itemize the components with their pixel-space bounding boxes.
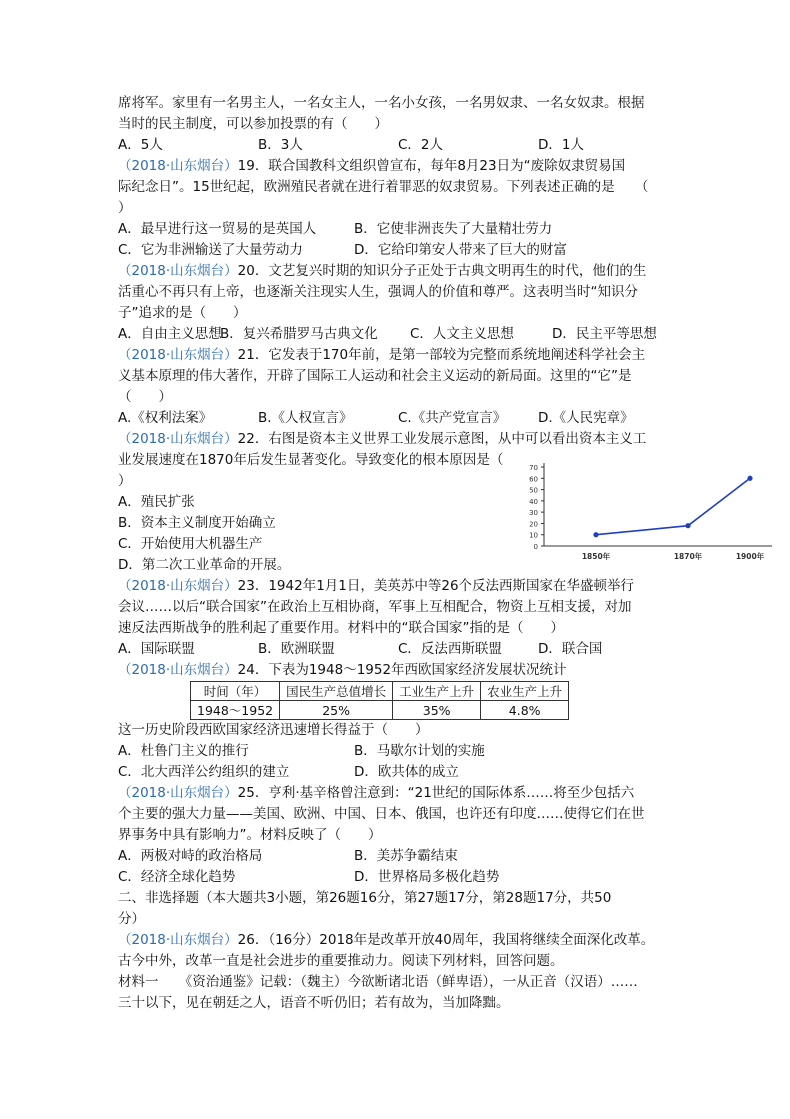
text-line: （ ）	[118, 389, 172, 405]
stats-table	[190, 681, 569, 720]
table-row	[191, 701, 569, 720]
table-cell: 1948～1952	[191, 701, 280, 720]
question-text: 25．亨利·基辛格曾注意到：“21世纪的国际体系……将至少包括六	[237, 785, 635, 801]
text-line: 界事务中具有影响力”。材料反映了（ ）	[118, 827, 382, 843]
text-line: 个主要的强大力量——美国、欧洲、中国、日本、俄国，也许还有印度……使得它们在世	[118, 806, 645, 822]
option-a: A.《权利法案》	[118, 410, 213, 426]
text-line: 古今中外，改革一直是社会进步的重要推动力。阅读下列材料，回答问题。	[118, 953, 564, 969]
option-b: B．欧洲联盟	[258, 641, 335, 657]
text-line: 义基本原理的伟大著作，开辟了国际工人运动和社会主义运动的新局面。这里的“它”是	[118, 368, 632, 384]
text-line: 业发展速度在1870年后发生显著变化。导致变化的根本原因是（	[118, 452, 504, 468]
y-tick-label: 50	[529, 486, 538, 495]
x-tick-label: 1900年	[735, 552, 765, 561]
table-header: 工业生产上升	[393, 682, 481, 701]
q20-line1	[118, 261, 678, 282]
y-tick-label: 40	[529, 497, 538, 506]
option-d: D.《人民宪章》	[538, 410, 634, 426]
data-point	[685, 523, 690, 528]
option-d: D．欧共体的成立	[354, 764, 459, 780]
text-line: 子”追求的是（ ）	[118, 305, 247, 321]
data-point	[747, 476, 752, 481]
text-line: ）	[118, 473, 132, 489]
option-d: D．联合国	[538, 641, 603, 657]
option-c: C．它为非洲输送了大量劳动力	[118, 242, 303, 258]
table-cell: 4.8%	[481, 701, 569, 720]
option-b: B．马歇尔计划的实施	[354, 743, 485, 759]
table-cell: 25%	[280, 701, 393, 720]
x-tick-label: 1850年	[581, 552, 611, 561]
q18-options	[118, 135, 678, 156]
question-text: 23．1942年1月1日，美英苏中等26个反法西斯国家在华盛顿举行	[237, 578, 635, 594]
option-a: A．自由主义思想	[118, 326, 222, 342]
y-tick-label: 0	[533, 543, 538, 551]
q24-line1	[118, 660, 678, 681]
text-line: 分）	[118, 911, 145, 927]
table-header: 农业生产上升	[481, 682, 569, 701]
option-a: A．5人	[118, 137, 163, 153]
q23-options	[118, 639, 678, 660]
option-c: C．2人	[398, 137, 444, 153]
q19-options-cd	[118, 240, 678, 261]
option-b: B．复兴希腊罗马古典文化	[220, 326, 378, 342]
option-b: B．美苏争霸结束	[354, 848, 458, 864]
q26-line1	[118, 930, 678, 951]
option-d: D．民主平等思想	[552, 326, 657, 342]
text-line: 材料一 《资治通鉴》记载：（魏主）今欲断诸北语（鲜卑语），一从正音（汉语）……	[118, 974, 638, 990]
section-heading: 二、非选择题（本大题共3小题，第26题16分，第27题17分，第28题17分，共50	[118, 890, 612, 906]
q21-options	[118, 408, 678, 429]
text-line: 这一历史阶段西欧国家经济迅速增长得益于（ ）	[118, 722, 429, 738]
q20-options	[118, 324, 678, 345]
source-tag: （2018·山东烟台）	[118, 932, 238, 948]
text-line: 三十以下，见在朝廷之人，语音不听仍旧；若有故为，当加降黜。	[118, 995, 510, 1011]
option-c: C.《共产党宣言》	[398, 410, 507, 426]
y-tick-label: 30	[529, 509, 538, 518]
data-point	[593, 532, 598, 537]
option-a: A．两极对峙的政治格局	[118, 848, 263, 864]
question-text: 26．（16分）2018年是改革开放40周年，我国将继续全面深化改革。	[237, 932, 655, 948]
option-b: B．3人	[258, 137, 303, 153]
q25-line1	[118, 783, 678, 804]
option-a: A．国际联盟	[118, 641, 195, 657]
option-d: D．第二次工业革命的开展。	[118, 557, 291, 573]
option-d: D．1人	[538, 137, 584, 153]
text-line: 速反法西斯战争的胜利起了重要作用。材料中的“联合国家”指的是（ ）	[118, 620, 564, 636]
question-text: 22．右图是资本主义世界工业发展示意图，从中可以看出资本主义工	[237, 431, 647, 447]
option-b: B.《人权宣言》	[258, 410, 353, 426]
option-b: B．资本主义制度开始确立	[118, 515, 276, 531]
option-a: A．殖民扩张	[118, 494, 195, 510]
table-header: 时间（年）	[191, 682, 280, 701]
q25-options-ab	[118, 846, 678, 867]
y-tick-label: 60	[529, 475, 538, 484]
text-line: 活重心不再只有上帝，也逐渐关注现实人生，强调人的价值和尊严。这表明当时“知识分	[118, 284, 638, 300]
option-b: B．它使非洲丧失了大量精壮劳力	[354, 221, 553, 237]
source-tag: （2018·山东烟台）	[118, 785, 238, 801]
option-a: A．杜鲁门主义的推行	[118, 743, 249, 759]
option-a: A．最早进行这一贸易的是英国人	[118, 221, 317, 237]
q21-line1	[118, 345, 678, 366]
q24-options-cd	[118, 762, 678, 783]
y-tick-label: 70	[529, 464, 538, 472]
question-text: 21．它发表于170年前，是第一部较为完整而系统地阐述科学社会主	[237, 347, 646, 363]
option-c: C．北大西洋公约组织的建立	[118, 764, 290, 780]
table-cell: 35%	[393, 701, 481, 720]
question-text: 24．下表为1948～1952年西欧国家经济发展状况统计	[237, 662, 567, 678]
table-header-row	[191, 682, 569, 701]
option-c: C．人文主义思想	[410, 326, 514, 342]
table-header: 国民生产总值增长	[280, 682, 393, 701]
source-tag: （2018·山东烟台）	[118, 347, 238, 363]
q23-line1	[118, 576, 678, 597]
text-line: 会议……以后“联合国家”在政治上互相协商，军事上互相配合，物资上互相支援，对加	[118, 599, 632, 615]
source-tag: （2018·山东烟台）	[118, 662, 238, 678]
y-tick-label: 20	[529, 520, 538, 529]
q22-line1	[118, 429, 678, 450]
source-tag: （2018·山东烟台）	[118, 158, 238, 174]
option-d: D．世界格局多极化趋势	[354, 869, 500, 885]
q19-line1	[118, 156, 678, 177]
q19-options-ab	[118, 219, 678, 240]
q24-options-ab	[118, 741, 678, 762]
source-tag: （2018·山东烟台）	[118, 263, 238, 279]
y-tick-label: 10	[529, 531, 538, 540]
text-line: 际纪念日”。15世纪起，欧洲殖民者就在进行着罪恶的奴隶贸易。下列表述正确的是 （	[118, 179, 649, 195]
industry-line-chart	[514, 456, 776, 568]
option-c: C．反法西斯联盟	[398, 641, 502, 657]
source-tag: （2018·山东烟台）	[118, 431, 238, 447]
question-text: 20．文艺复兴时期的知识分子正处于古典文明再生的时代，他们的生	[237, 263, 647, 279]
series-line	[596, 478, 750, 534]
q25-options-cd	[118, 867, 678, 888]
question-text: 19．联合国教科文组织曾宣布，每年8月23日为“废除奴隶贸易国	[237, 158, 626, 174]
option-c: C．开始使用大机器生产	[118, 536, 263, 552]
text-line: ）	[118, 200, 132, 216]
text-line: 当时的民主制度，可以参加投票的有（ ）	[118, 116, 388, 132]
text-line: 席将军。家里有一名男主人，一名女主人，一名小女孩，一名男奴隶、一名女奴隶。根据	[118, 95, 645, 111]
x-tick-label: 1870年	[673, 552, 703, 561]
option-c: C．经济全球化趋势	[118, 869, 236, 885]
option-d: D．它给印第安人带来了巨大的财富	[354, 242, 567, 258]
source-tag: （2018·山东烟台）	[118, 578, 238, 594]
